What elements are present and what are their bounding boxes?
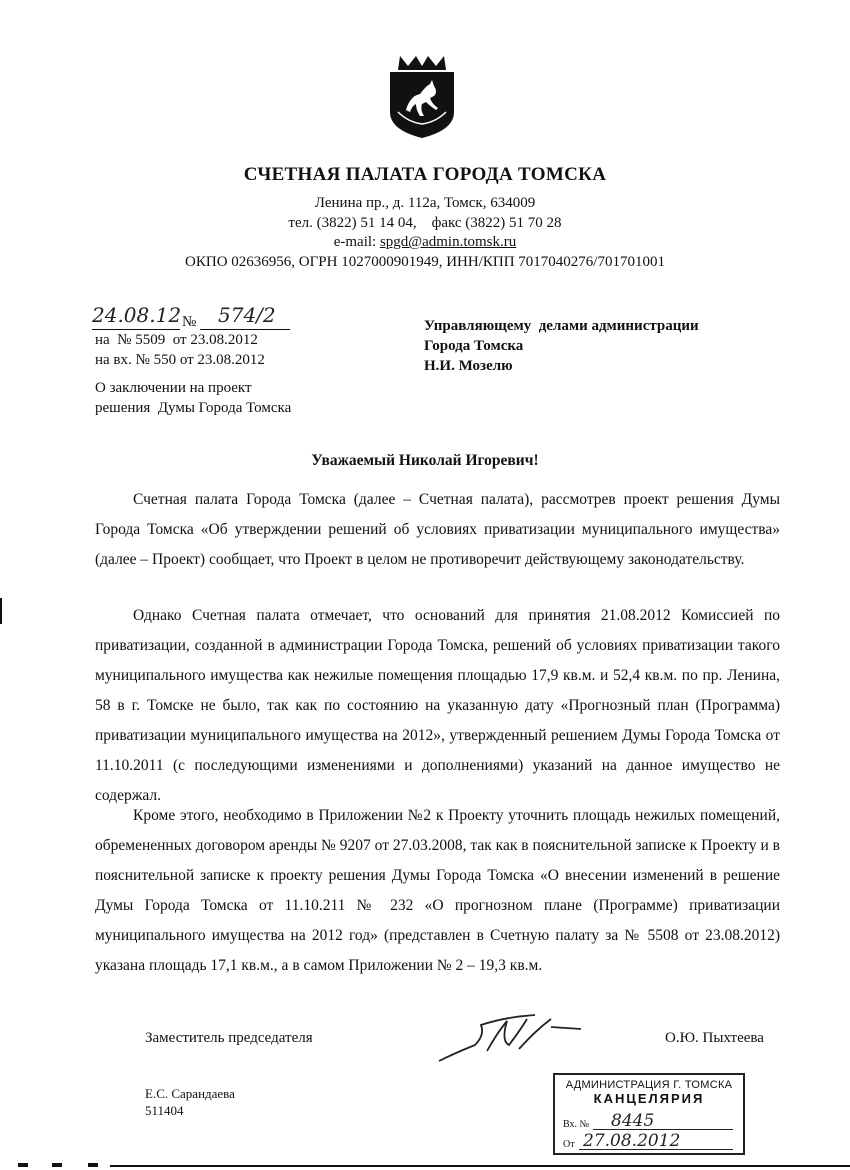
stamp-date-field [579, 1131, 733, 1150]
addressee-line-2: Города Томска [424, 338, 524, 354]
outgoing-number: 574/2 [218, 303, 276, 327]
subject-line-2: решения Думы Города Томска [95, 400, 292, 416]
body-paragraph-1: Счетная палата Города Томска (далее – Счетная палата), рассмотрев проект решения Думы Города Томска «Об утверждении решений об условиях приватизации муниципального имущества» (далее – Проект) сообщает, что Проект в целом не противоречит действующему законодательству. [95, 491, 780, 568]
stamp-date-label: От [563, 1139, 575, 1150]
executor-name: Е.С. Сарандаева [145, 1086, 235, 1101]
org-codes: ОКПО 02636956, ОГРН 1027000901949, ИНН/КПП 7017040276/701701001 [185, 254, 665, 270]
stamp-line-2: КАНЦЕЛЯРИЯ [593, 1091, 705, 1106]
reply-to-ref: на № 5509 от 23.08.2012 [95, 332, 258, 348]
stamp-in-number: 8445 [611, 1111, 655, 1131]
addressee-line-3: Н.И. Мозелю [424, 358, 513, 374]
scan-margin-mark [0, 598, 2, 624]
signer-name: О.Ю. Пыхтеева [665, 1030, 764, 1046]
body-paragraph-3: Кроме этого, необходимо в Приложении №2 к Проекту уточнить площадь нежилых помещений, обремененных договором аренды № 9207 от 27.03.2008, так как в пояснительной записке к Проекту и в пояснительной записке к проекту решения Думы Города Томска «О внесении изменений в решение Думы Города Томска от 11.10.211 № 232 «О прогнозном плане (Программе) приватизации муниципального имущества на 2012 год» (представлен в Счетную палату за № 5508 от 23.08.2012) указана площадь 17,1 кв.м., а в самом Приложении № 2 – 19,3 кв.м. [95, 807, 780, 974]
email-link[interactable]: spgd@admin.tomsk.ru [379, 234, 517, 250]
stamp-date: 27.08.2012 [583, 1131, 681, 1151]
scan-dash-mark [18, 1163, 28, 1167]
outgoing-date-field [92, 303, 180, 330]
scan-dash-mark [52, 1163, 62, 1167]
org-address: Ленина пр., д. 112а, Томск, 634009 [314, 195, 536, 211]
body-paragraph-2: Однако Счетная палата отмечает, что оснований для принятия 21.08.2012 Комиссией по приватизации, созданной в администрации Города Томска, решений об условиях приватизации такого муниципального имущества как нежилые помещения площадью 17,9 кв.м. и 52,4 кв.м. по пр. Ленина, 58 в г. Томске не было, так как по состоянию на указанную дату «Прогнозный план (Программа) приватизации муниципального имущества на 2012», утвержденный решением Думы Города Томска от 11.10.2011 (с последующими изменениями и дополнениями) указаний на данное имущество не содержал. [95, 607, 780, 804]
org-phones: тел. (3822) 51 14 04, факс (3822) 51 70 28 [288, 215, 562, 231]
org-title: СЧЕТНАЯ ПАЛАТА ГОРОДА ТОМСКА [243, 164, 607, 185]
stamp-in-field [593, 1111, 733, 1130]
salutation: Уважаемый Николай Игоревич! [311, 452, 539, 469]
outgoing-number-label: № [182, 314, 197, 330]
addressee-line-1: Управляющему делами администрации [424, 318, 699, 334]
org-email-line [0, 234, 850, 251]
signer-position: Заместитель председателя [145, 1030, 313, 1046]
outgoing-date: 24.08.12 [92, 303, 182, 327]
scan-dash-mark [88, 1163, 98, 1167]
outgoing-number-field [200, 303, 290, 330]
subject-line-1: О заключении на проект [95, 380, 252, 396]
email-label: e-mail: [333, 234, 380, 250]
stamp-in-label: Вх. № [563, 1119, 590, 1130]
coat-of-arms-icon [386, 52, 458, 140]
stamp-line-1: АДМИНИСТРАЦИЯ Г. ТОМСКА [565, 1079, 733, 1091]
scan-edge-line [110, 1165, 850, 1167]
incoming-stamp [553, 1073, 745, 1155]
executor-phone: 511404 [145, 1103, 184, 1118]
incoming-ref: на вх. № 550 от 23.08.2012 [95, 352, 265, 368]
signature-icon [435, 1005, 585, 1067]
